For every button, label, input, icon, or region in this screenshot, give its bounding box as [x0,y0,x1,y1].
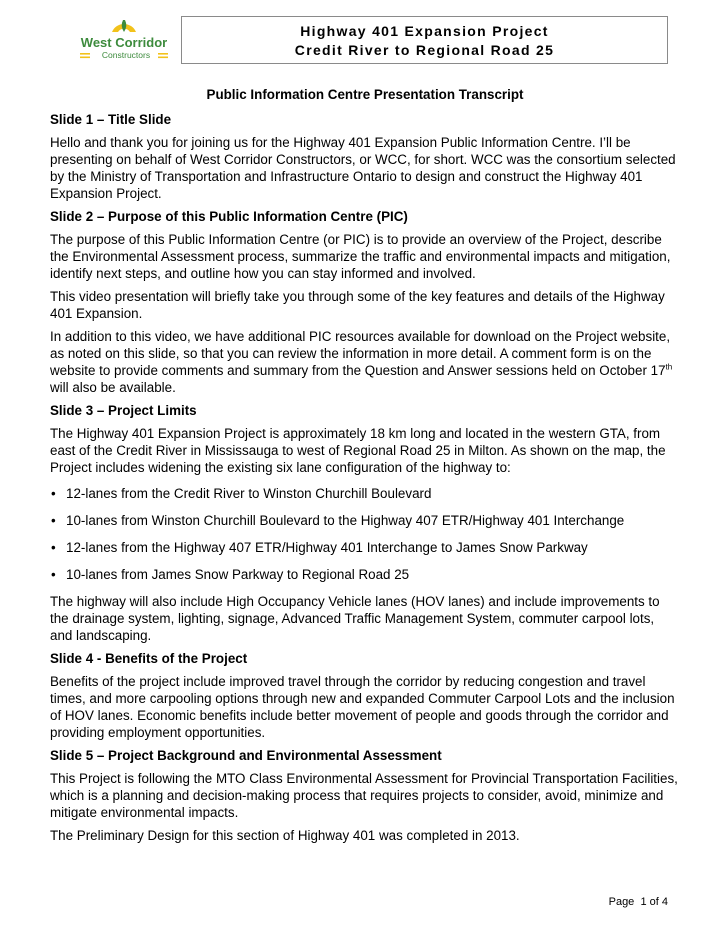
slide4-heading: Slide 4 - Benefits of the Project [50,651,248,666]
slide2-resources-text-end: will also be available. [50,380,176,395]
page-total: 4 [661,896,668,908]
list-item [50,512,680,529]
list-item-text: 10-lanes from James Snow Parkway to Regional Road 25 [66,567,410,582]
logo-tagline-rule-right [158,53,168,55]
list-item [50,539,680,556]
logo-leaf [122,20,127,32]
document-title: Public Information Centre Presentation Transcript [206,87,524,102]
slide3-outro: The highway will also include High Occupancy Vehicle lanes (HOV lanes) and include improvements to the drainage system, lighting, signage, Advanced Traffic Management System, commuter carpool lots, and landscaping. [50,594,660,643]
slide4-paragraph-1: Benefits of the project include improved travel through the corridor by reducing congestion and travel times, and more carpooling options through new and expanded Commuter Carpool Lots and the inclusion of HOV lanes. Economic benefits include better movement of people and goods through the corridor and providing employment opportunities. [50,674,675,740]
slide3-heading: Slide 3 – Project Limits [50,403,197,418]
slide5-paragraph-2: The Preliminary Design for this section of Highway 401 was completed in 2013. [50,828,520,843]
ordinal-suffix: th [665,362,673,372]
list-item-text: 12-lanes from the Highway 407 ETR/Highway 401 Interchange to James Snow Parkway [66,540,588,555]
bullet-icon: • [51,540,56,555]
lane-configuration-list [50,485,680,583]
logo-wordmark: West Corridor [80,35,168,50]
slide5-heading: Slide 5 – Project Background and Environmental Assessment [50,748,442,763]
list-item-text: 10-lanes from Winston Churchill Boulevard to the Highway 407 ETR/Highway 401 Interchange [66,513,625,528]
bullet-icon: • [51,486,56,501]
slide2-paragraph-3 [50,328,680,396]
west-corridor-logo [76,16,172,64]
logo-tagline: Constructors [101,50,151,60]
page-label: Page [608,896,635,908]
slide2-resources-text: In addition to this video, we have additional PIC resources available for download on the Project website, as noted on this slide, so that you can review the information in more detail. A comment form is on the website to provide comments and summary from the Question and Answer sessions held on October 17 [50,329,671,378]
slide2-paragraph-1: The purpose of this Public Information Centre (or PIC) is to provide an overview of the Project, describe the Environmental Assessment process, summarize the traffic and environmental impacts and mitigation, identify next steps, and outline how you can stay informed and involved. [50,232,671,281]
logo-tagline-rule-left [80,53,90,55]
list-item [50,566,680,583]
page-number: 1 [640,896,647,908]
slide2-heading: Slide 2 – Purpose of this Public Information Centre (PIC) [50,209,408,224]
transcript-content [50,86,680,850]
slide5-paragraph-1: This Project is following the MTO Class Environmental Assessment for Provincial Transportation Facilities, which is a planning and decision-making process that requires projects to consider, avoid, minimize and mitigate environmental impacts. [50,771,678,820]
of-label: of [649,896,659,908]
header-title-line-2: Credit River to Regional Road 25 [294,42,555,58]
list-item-text: 12-lanes from the Credit River to Winston Churchill Boulevard [66,486,432,501]
slide1-heading: Slide 1 – Title Slide [50,112,172,127]
bullet-icon: • [51,567,56,582]
header-title-box [181,16,668,64]
header-title-line-1: Highway 401 Expansion Project [300,23,549,39]
logo-graphic [76,16,172,64]
slide3-intro: The Highway 401 Expansion Project is approximately 18 km long and located in the western GTA, from east of the Credit River in Mississauga to west of Regional Road 25 in Milton. As shown on the map, the Project includes widening the existing six lane configuration of the highway to: [50,426,666,475]
slide2-paragraph-2: This video presentation will briefly take you through some of the key features and details of the Highway 401 Expansion. [50,289,665,321]
page-number-footer [609,896,668,908]
list-item [50,485,680,502]
bullet-icon: • [51,513,56,528]
slide1-paragraph-1: Hello and thank you for joining us for the Highway 401 Expansion Public Information Centre. I’ll be presenting on behalf of West Corridor Constructors, or WCC, for short. WCC was the consortium selected by the Ministry of Transportation and Infrastructure Ontario to design and construct the Highway 401 Expansion Project. [50,135,676,201]
